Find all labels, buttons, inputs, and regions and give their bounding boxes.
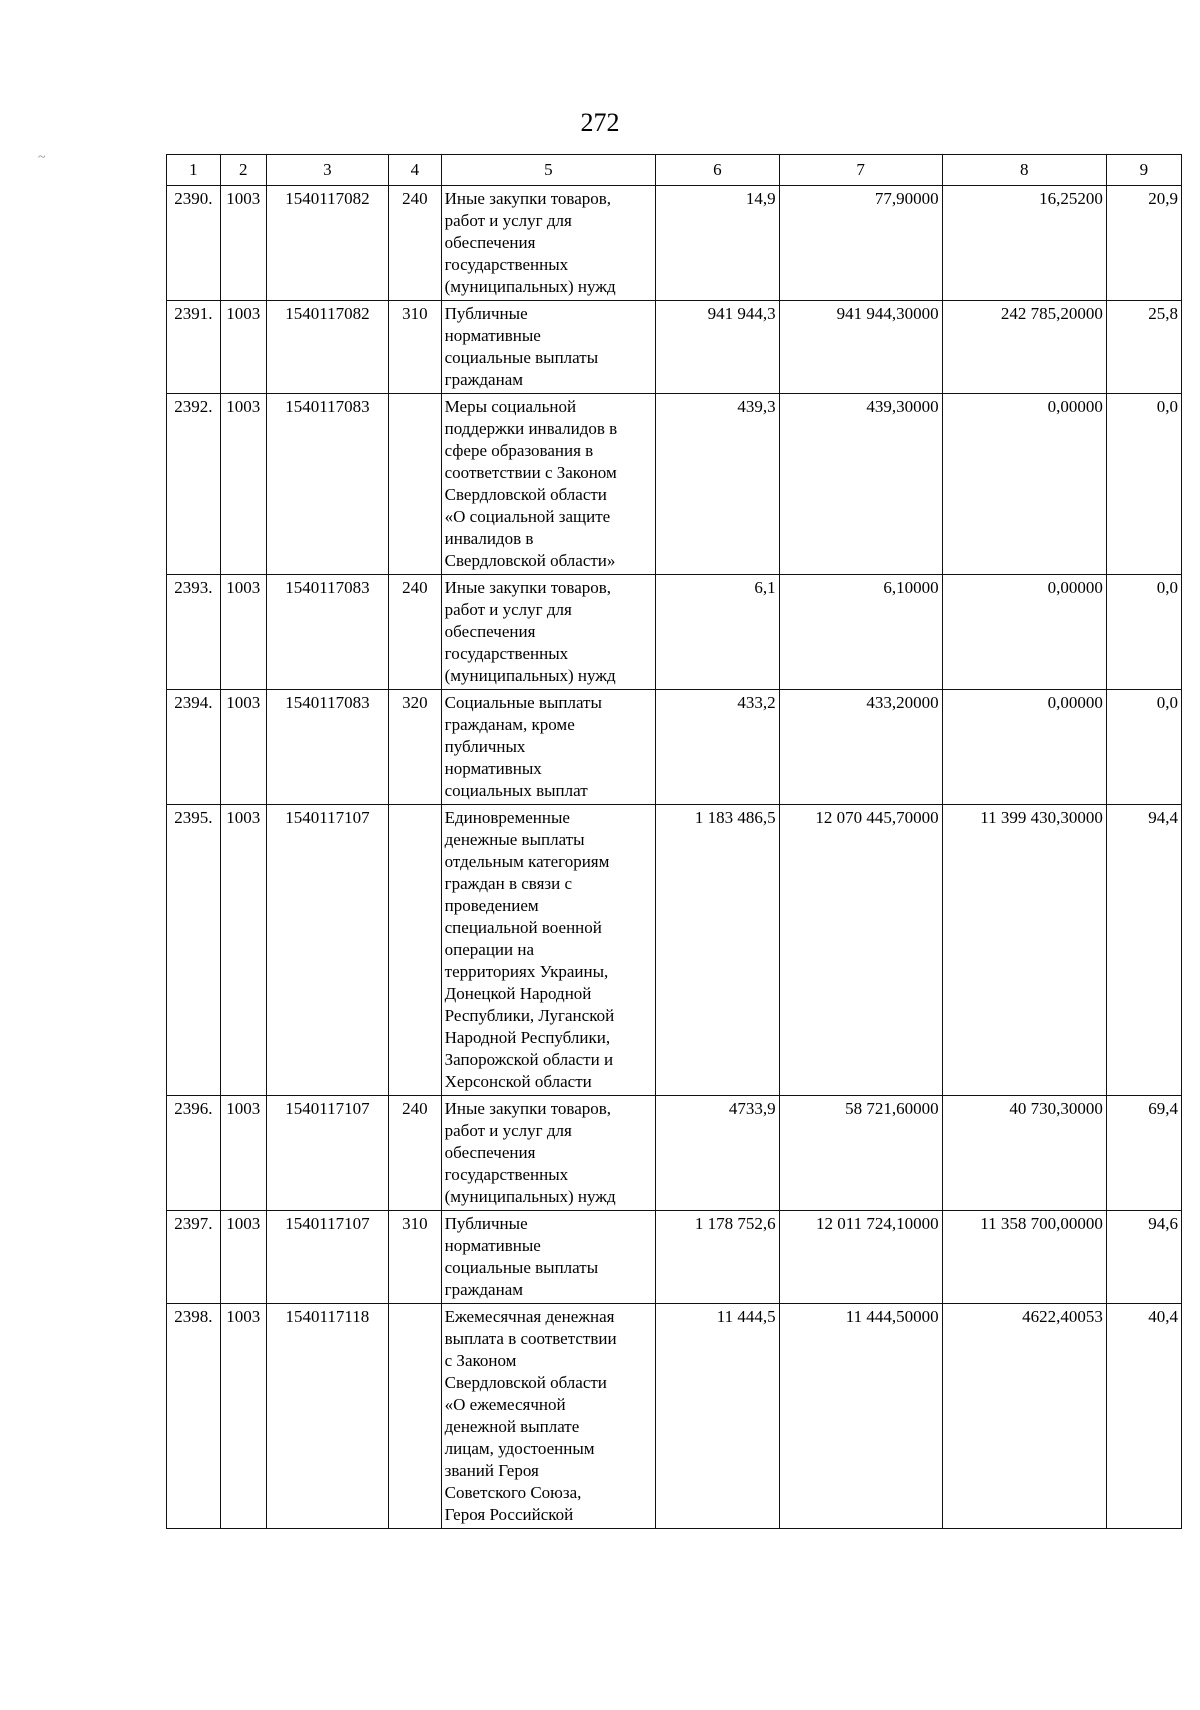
item-name-line: (муниципальных) нужд	[444, 277, 616, 296]
item-name-line: званий Героя	[444, 1461, 539, 1480]
item-name-line: государственных	[444, 1165, 569, 1184]
table-row	[167, 394, 1182, 575]
page-number: 272	[580, 108, 620, 137]
item-name-line: Советского Союза,	[444, 1483, 582, 1502]
row-number-cell: 2394.	[167, 690, 221, 805]
item-name-line: нормативные	[444, 326, 541, 345]
item-name-cell	[441, 690, 656, 805]
item-name-line: Иные закупки товаров,	[444, 1099, 612, 1118]
item-name-line: (муниципальных) нужд	[444, 666, 616, 685]
item-name-line: работ и услуг для	[444, 211, 572, 230]
row-number-cell: 2393.	[167, 575, 221, 690]
item-name-line: Иные закупки товаров,	[444, 189, 612, 208]
item-name-cell	[441, 301, 656, 394]
value-col9-cell: 20,9	[1106, 186, 1181, 301]
target-code-cell: 1540117083	[266, 394, 388, 575]
value-col6-cell: 11 444,5	[656, 1304, 779, 1529]
column-header: 7	[779, 155, 942, 186]
item-name-line: «О ежемесячной	[444, 1395, 566, 1414]
item-name-cell	[441, 1211, 656, 1304]
value-col7-cell: 433,20000	[779, 690, 942, 805]
header-row	[167, 155, 1182, 186]
item-name-line: поддержки инвалидов в	[444, 419, 618, 438]
item-name-line: Свердловской области	[444, 485, 607, 504]
item-name-line: Единовременные	[444, 808, 570, 827]
item-name-line: Запорожской области и	[444, 1050, 614, 1069]
scan-artifact: ~	[38, 150, 46, 165]
item-name-line: Меры социальной	[444, 397, 577, 416]
row-number-cell: 2398.	[167, 1304, 221, 1529]
section-code-cell: 1003	[220, 1211, 266, 1304]
item-name-line: социальные выплаты	[444, 1258, 599, 1277]
item-name-cell	[441, 186, 656, 301]
item-name-line: денежной выплате	[444, 1417, 580, 1436]
column-header: 8	[942, 155, 1106, 186]
value-col8-cell: 11 358 700,00000	[942, 1211, 1106, 1304]
column-header: 6	[656, 155, 779, 186]
item-name-line: нормативных	[444, 759, 542, 778]
item-name-line: операции на	[444, 940, 535, 959]
column-header: 5	[441, 155, 656, 186]
target-code-cell: 1540117083	[266, 690, 388, 805]
item-name-line: Свердловской области»	[444, 551, 616, 570]
item-name-line: граждан в связи с	[444, 874, 572, 893]
value-col8-cell: 0,00000	[942, 575, 1106, 690]
item-name-line: Ежемесячная денежная	[444, 1307, 615, 1326]
value-col9-cell: 0,0	[1106, 690, 1181, 805]
item-name-line: социальные выплаты	[444, 348, 599, 367]
value-col9-cell: 40,4	[1106, 1304, 1181, 1529]
table-row	[167, 1096, 1182, 1211]
value-col6-cell: 1 183 486,5	[656, 805, 779, 1096]
column-header: 3	[266, 155, 388, 186]
item-name-line: обеспечения	[444, 233, 536, 252]
value-col8-cell: 4622,40053	[942, 1304, 1106, 1529]
budget-table	[166, 154, 1182, 1529]
item-name-line: публичных	[444, 737, 526, 756]
value-col9-cell: 94,6	[1106, 1211, 1181, 1304]
item-name-line: лицам, удостоенным	[444, 1439, 595, 1458]
target-code-cell: 1540117118	[266, 1304, 388, 1529]
item-name-line: государственных	[444, 255, 569, 274]
table-row	[167, 805, 1182, 1096]
item-name-line: (муниципальных) нужд	[444, 1187, 616, 1206]
item-name-line: инвалидов в	[444, 529, 534, 548]
row-number-cell: 2397.	[167, 1211, 221, 1304]
value-col7-cell: 77,90000	[779, 186, 942, 301]
value-col7-cell: 439,30000	[779, 394, 942, 575]
section-code-cell: 1003	[220, 301, 266, 394]
target-code-cell: 1540117082	[266, 186, 388, 301]
expense-type-cell: 320	[389, 690, 442, 805]
column-header: 9	[1106, 155, 1181, 186]
value-col7-cell: 12 011 724,10000	[779, 1211, 942, 1304]
target-code-cell: 1540117107	[266, 1096, 388, 1211]
value-col6-cell: 941 944,3	[656, 301, 779, 394]
expense-type-cell: 240	[389, 575, 442, 690]
item-name-line: гражданам, кроме	[444, 715, 575, 734]
item-name-line: гражданам	[444, 1280, 523, 1299]
item-name-line: Публичные	[444, 1214, 528, 1233]
value-col8-cell: 40 730,30000	[942, 1096, 1106, 1211]
item-name-line: Народной Республики,	[444, 1028, 611, 1047]
item-name-line: Социальные выплаты	[444, 693, 602, 712]
item-name-line: Публичные	[444, 304, 528, 323]
item-name-line: Херсонской области	[444, 1072, 592, 1091]
item-name-line: специальной военной	[444, 918, 602, 937]
target-code-cell: 1540117082	[266, 301, 388, 394]
value-col9-cell: 25,8	[1106, 301, 1181, 394]
item-name-line: нормативные	[444, 1236, 541, 1255]
target-code-cell: 1540117107	[266, 1211, 388, 1304]
section-code-cell: 1003	[220, 186, 266, 301]
value-col9-cell: 0,0	[1106, 394, 1181, 575]
value-col7-cell: 941 944,30000	[779, 301, 942, 394]
value-col6-cell: 433,2	[656, 690, 779, 805]
value-col8-cell: 0,00000	[942, 394, 1106, 575]
table-row	[167, 1304, 1182, 1529]
item-name-line: денежные выплаты	[444, 830, 585, 849]
table-row	[167, 690, 1182, 805]
item-name-line: отдельным категориям	[444, 852, 610, 871]
section-code-cell: 1003	[220, 805, 266, 1096]
value-col7-cell: 6,10000	[779, 575, 942, 690]
item-name-line: территориях Украины,	[444, 962, 609, 981]
section-code-cell: 1003	[220, 575, 266, 690]
item-name-line: с Законом	[444, 1351, 517, 1370]
table-row	[167, 1211, 1182, 1304]
value-col9-cell: 69,4	[1106, 1096, 1181, 1211]
target-code-cell: 1540117083	[266, 575, 388, 690]
item-name-line: Донецкой Народной	[444, 984, 592, 1003]
expense-type-cell	[389, 805, 442, 1096]
expense-type-cell: 240	[389, 186, 442, 301]
value-col7-cell: 58 721,60000	[779, 1096, 942, 1211]
value-col6-cell: 14,9	[656, 186, 779, 301]
item-name-line: социальных выплат	[444, 781, 588, 800]
value-col6-cell: 1 178 752,6	[656, 1211, 779, 1304]
row-number-cell: 2392.	[167, 394, 221, 575]
item-name-line: обеспечения	[444, 1143, 536, 1162]
value-col9-cell: 0,0	[1106, 575, 1181, 690]
item-name-cell	[441, 805, 656, 1096]
item-name-line: соответствии с Законом	[444, 463, 617, 482]
table-row	[167, 575, 1182, 690]
item-name-line: государственных	[444, 644, 569, 663]
item-name-line: «О социальной защите	[444, 507, 611, 526]
expense-type-cell: 310	[389, 301, 442, 394]
row-number-cell: 2390.	[167, 186, 221, 301]
item-name-line: Иные закупки товаров,	[444, 578, 612, 597]
section-code-cell: 1003	[220, 1304, 266, 1529]
item-name-line: работ и услуг для	[444, 600, 572, 619]
table-row	[167, 186, 1182, 301]
expense-type-cell: 240	[389, 1096, 442, 1211]
expense-type-cell: 310	[389, 1211, 442, 1304]
expense-type-cell	[389, 1304, 442, 1529]
item-name-cell	[441, 394, 656, 575]
section-code-cell: 1003	[220, 1096, 266, 1211]
value-col6-cell: 4733,9	[656, 1096, 779, 1211]
item-name-line: выплата в соответствии	[444, 1329, 617, 1348]
item-name-line: проведением	[444, 896, 539, 915]
table-body	[167, 186, 1182, 1529]
item-name-line: обеспечения	[444, 622, 536, 641]
value-col8-cell: 16,25200	[942, 186, 1106, 301]
item-name-cell	[441, 1304, 656, 1529]
item-name-cell	[441, 1096, 656, 1211]
column-header: 1	[167, 155, 221, 186]
value-col7-cell: 12 070 445,70000	[779, 805, 942, 1096]
item-name-line: сфере образования в	[444, 441, 594, 460]
column-header: 2	[220, 155, 266, 186]
section-code-cell: 1003	[220, 394, 266, 575]
item-name-cell	[441, 575, 656, 690]
value-col8-cell: 0,00000	[942, 690, 1106, 805]
value-col8-cell: 242 785,20000	[942, 301, 1106, 394]
expense-type-cell	[389, 394, 442, 575]
row-number-cell: 2391.	[167, 301, 221, 394]
value-col6-cell: 439,3	[656, 394, 779, 575]
item-name-line: Республики, Луганской	[444, 1006, 615, 1025]
table-row	[167, 301, 1182, 394]
item-name-line: Героя Российской	[444, 1505, 574, 1524]
value-col9-cell: 94,4	[1106, 805, 1181, 1096]
row-number-cell: 2396.	[167, 1096, 221, 1211]
column-header: 4	[389, 155, 442, 186]
item-name-line: гражданам	[444, 370, 523, 389]
value-col7-cell: 11 444,50000	[779, 1304, 942, 1529]
section-code-cell: 1003	[220, 690, 266, 805]
row-number-cell: 2395.	[167, 805, 221, 1096]
item-name-line: работ и услуг для	[444, 1121, 572, 1140]
item-name-line: Свердловской области	[444, 1373, 607, 1392]
target-code-cell: 1540117107	[266, 805, 388, 1096]
value-col6-cell: 6,1	[656, 575, 779, 690]
value-col8-cell: 11 399 430,30000	[942, 805, 1106, 1096]
